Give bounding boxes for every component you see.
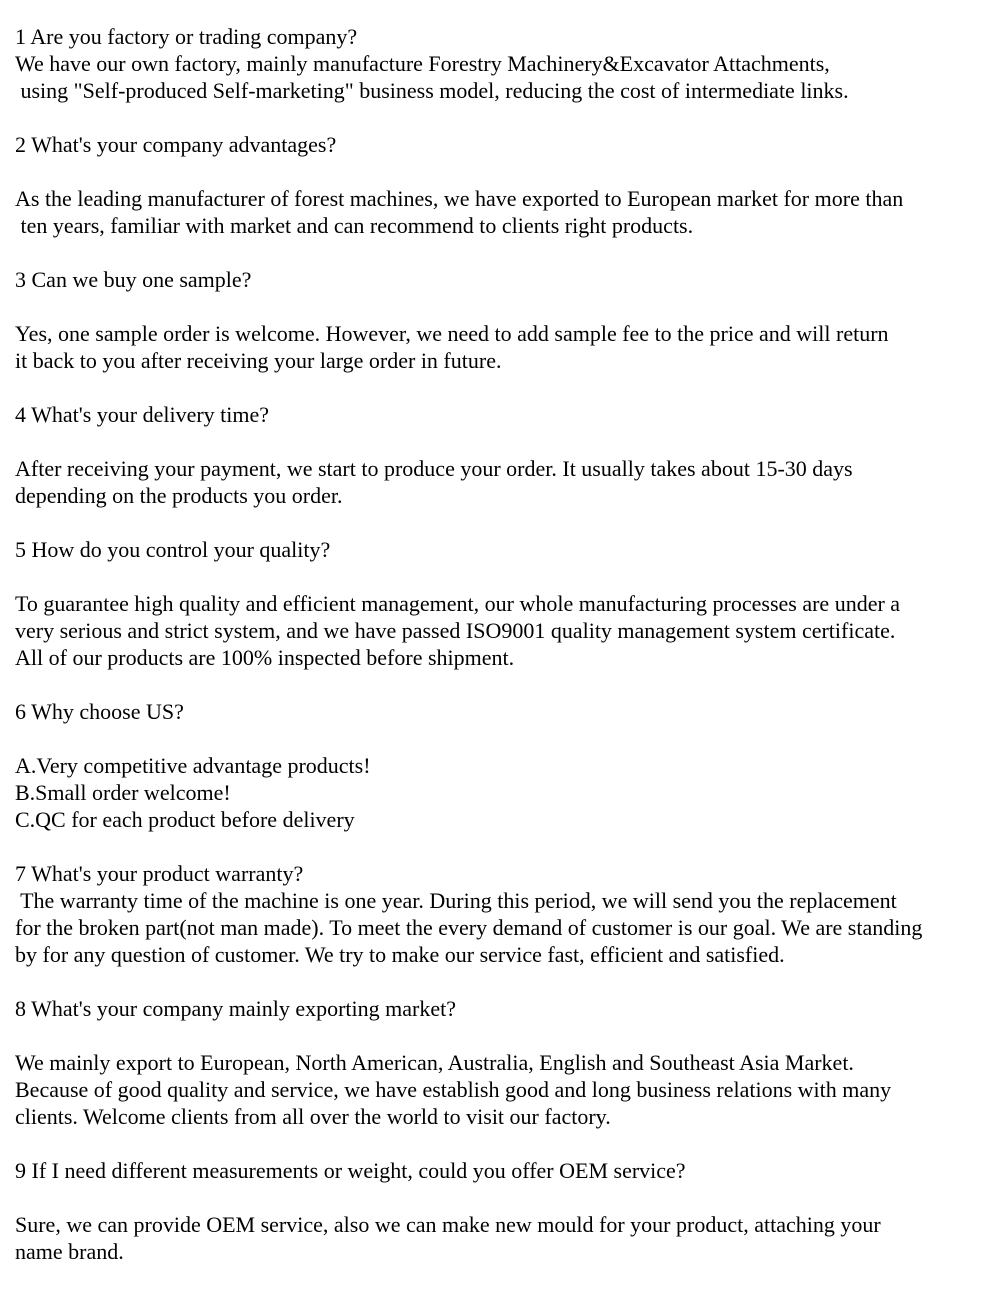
faq-blank-line xyxy=(15,1184,1000,1211)
faq-answer-line: As the leading manufacturer of forest machines, we have exported to European market for more than xyxy=(15,186,904,211)
faq-answer-line: Yes, one sample order is welcome. However, we need to add sample fee to the price and will return xyxy=(15,321,889,346)
faq-blank-line xyxy=(15,293,1000,320)
faq-answer-line: Because of good quality and service, we have establish good and long business relations with many xyxy=(15,1077,892,1102)
faq-answer-line: it back to you after receiving your large order in future. xyxy=(15,348,502,373)
faq-answer-line: All of our products are 100% inspected before shipment. xyxy=(15,645,515,670)
faq-answer-line: B.Small order welcome! xyxy=(15,780,231,805)
faq-answer-line: The warranty time of the machine is one year. During this period, we will send you the replacement xyxy=(15,888,897,913)
faq-blank-line xyxy=(15,1022,1000,1049)
faq-question-line: 6 Why choose US? xyxy=(15,699,184,724)
faq-question-line: 1 Are you factory or trading company? xyxy=(15,24,358,49)
faq-answer-line: C.QC for each product before delivery xyxy=(15,807,355,832)
faq-blank-line xyxy=(15,374,1000,401)
faq-answer-line: Sure, we can provide OEM service, also we can make new mould for your product, attaching your xyxy=(15,1212,881,1237)
faq-answer-line: clients. Welcome clients from all over the world to visit our factory. xyxy=(15,1104,611,1129)
faq-lines xyxy=(15,23,1000,1265)
faq-answer-line: by for any question of customer. We try to make our service fast, efficient and satisfied. xyxy=(15,942,785,967)
faq-blank-line xyxy=(15,725,1000,752)
faq-blank-line xyxy=(15,509,1000,536)
faq-question-line: 7 What's your product warranty? xyxy=(15,861,304,886)
faq-blank-line xyxy=(15,671,1000,698)
faq-answer-line: A.Very competitive advantage products! xyxy=(15,753,371,778)
faq-answer-line: depending on the products you order. xyxy=(15,483,343,508)
faq-blank-line xyxy=(15,968,1000,995)
faq-answer-line: very serious and strict system, and we have passed ISO9001 quality management system certificate. xyxy=(15,618,896,643)
faq-answer-line: name brand. xyxy=(15,1239,124,1264)
faq-answer-line: for the broken part(not man made). To meet the every demand of customer is our goal. We are standing xyxy=(15,915,923,940)
faq-blank-line xyxy=(15,428,1000,455)
faq-blank-line xyxy=(15,1130,1000,1157)
faq-blank-line xyxy=(15,833,1000,860)
faq-answer-line: After receiving your payment, we start to produce your order. It usually takes about 15-30 days xyxy=(15,456,853,481)
faq-answer-line: using "Self-produced Self-marketing" business model, reducing the cost of intermediate links. xyxy=(15,78,849,103)
faq-question-line: 4 What's your delivery time? xyxy=(15,402,270,427)
faq-answer-line: ten years, familiar with market and can recommend to clients right products. xyxy=(15,213,694,238)
faq-question-line: 8 What's your company mainly exporting market? xyxy=(15,996,456,1021)
faq-blank-line xyxy=(15,239,1000,266)
faq-answer-line: To guarantee high quality and efficient management, our whole manufacturing processes are under a xyxy=(15,591,901,616)
faq-blank-line xyxy=(15,158,1000,185)
faq-answer-line: We have our own factory, mainly manufacture Forestry Machinery&Excavator Attachments, xyxy=(15,51,830,76)
faq-question-line: 3 Can we buy one sample? xyxy=(15,267,252,292)
faq-question-line: 5 How do you control your quality? xyxy=(15,537,331,562)
faq-blank-line xyxy=(15,104,1000,131)
faq-question-line: 2 What's your company advantages? xyxy=(15,132,337,157)
faq-blank-line xyxy=(15,563,1000,590)
faq-question-line: 9 If I need different measurements or weight, could you offer OEM service? xyxy=(15,1158,686,1183)
faq-answer-line: We mainly export to European, North American, Australia, English and Southeast Asia Market. xyxy=(15,1050,854,1075)
